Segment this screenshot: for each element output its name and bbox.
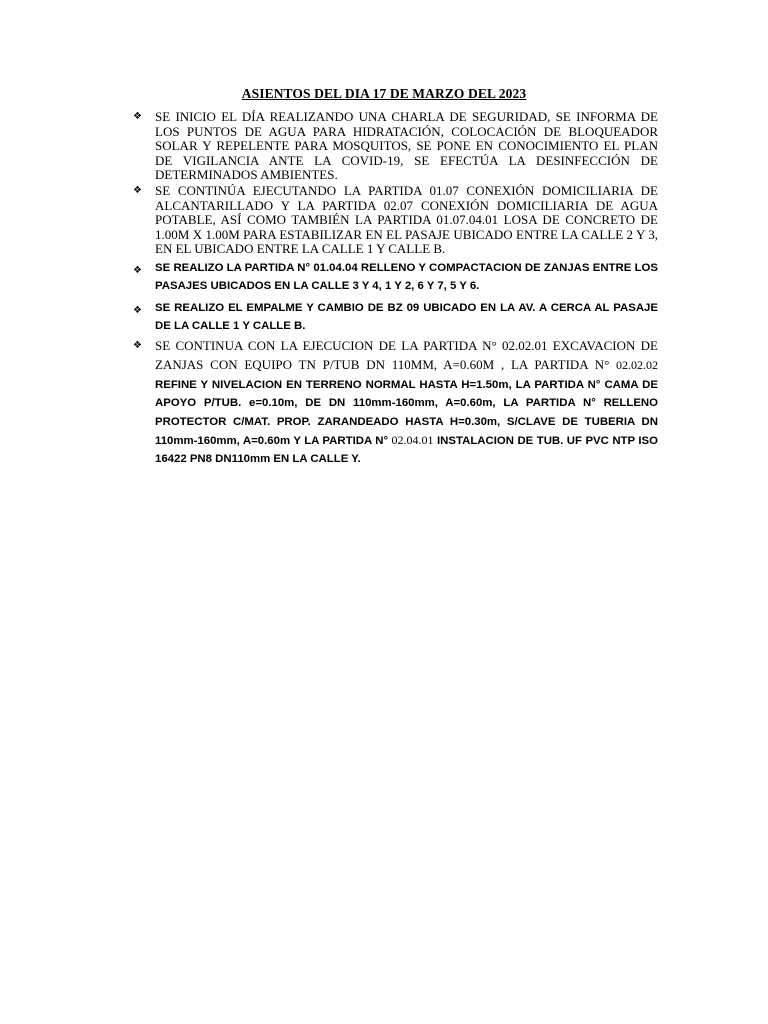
entry-text: SE REALIZO EL EMPALME Y CAMBIO DE BZ 09 UBICADO EN LA AV. A CERCA AL PASAJE DE LA CALLE 1 Y CALLE B.	[155, 301, 658, 333]
list-item	[130, 110, 658, 183]
list-item	[130, 299, 658, 336]
entry-text-part: 02.04.01	[391, 432, 434, 447]
diamond-bullet-icon: ❖	[133, 304, 142, 316]
entry-text: SE INICIO EL DÍA REALIZANDO UNA CHARLA DE SEGURIDAD, SE INFORMA DE LOS PUNTOS DE AGUA PARA HIDRATACIÓN, COLOCACIÓN DE BLOQUEADOR SOLAR Y REPELENTE PARA MOSQUITOS, SE PONE EN CONOCIMIENTO EL PLAN DE VIGILANCIA ANTE LA COVID-19, SE EFECTÚA LA DESINFECCIÓN DE DETERMINADOS AMBIENTES.	[155, 109, 658, 183]
list-item	[130, 259, 658, 296]
diamond-bullet-icon: ❖	[133, 111, 142, 122]
entry-text: SE REALIZO LA PARTIDA N° 01.04.04 RELLENO Y COMPACTACION DE ZANJAS ENTRE LOS PASAJES UBICADOS EN LA CALLE 3 Y 4, 1 Y 2, 6 Y 7, 5 Y 6.	[155, 261, 658, 293]
entry-text-part: 02.02.02	[616, 358, 658, 373]
diamond-bullet-icon: ❖	[133, 184, 142, 196]
entry-text-part: INSTALACION DE TUB. UF PVC NTP ISO 16422 PN8 DN110mm EN LA CALLE Y.	[155, 434, 658, 466]
entry-text-part: REFINE Y NIVELACION EN TERRENO NORMAL HASTA H=1.50m, LA PARTIDA N° CAMA DE APOYO P/TUB. e=0.10m, DE DN 110mm-160mm, A=0.60m, LA PARTIDA N° RELLENO PROTECTOR C/MAT. PROP. ZARANDEADO HASTA H=0.30m, S/CLAVE DE TUBERIA DN 110mm-160mm, A=0.60m Y LA PARTIDA N°	[155, 378, 658, 447]
entry-text: SE CONTINÚA EJECUTANDO LA PARTIDA 01.07 CONEXIÓN DOMICILIARIA DE ALCANTARILLADO Y LA PARTIDA 02.07 CONEXIÓN DOMICILIARIA DE AGUA POTABLE, ASÍ COMO TAMBIÉN LA PARTIDA 01.07.04.01 LOSA DE CONCRETO DE 1.00M X 1.00M PARA ESTABILIZAR EN EL PASAJE UBICADO ENTRE LA CALLE 2 Y 3, EN EL UBICADO ENTRE LA CALLE 1 Y CALLE B.	[155, 182, 658, 257]
entry-text-part: SE CONTINUA CON LA EJECUCION DE LA PARTIDA N° 02.02.01 EXCAVACION DE ZANJAS CON EQUIPO TN P/TUB DN 110MM, A=0.60M , LA PARTIDA N°	[155, 337, 658, 373]
list-item	[130, 337, 658, 469]
document-title: ASIENTOS DEL DIA 17 DE MARZO DEL 2023	[241, 86, 527, 101]
diamond-bullet-icon: ❖	[133, 339, 142, 351]
list-item	[130, 184, 658, 257]
entry-list	[130, 110, 658, 469]
diamond-bullet-icon: ❖	[133, 264, 142, 276]
